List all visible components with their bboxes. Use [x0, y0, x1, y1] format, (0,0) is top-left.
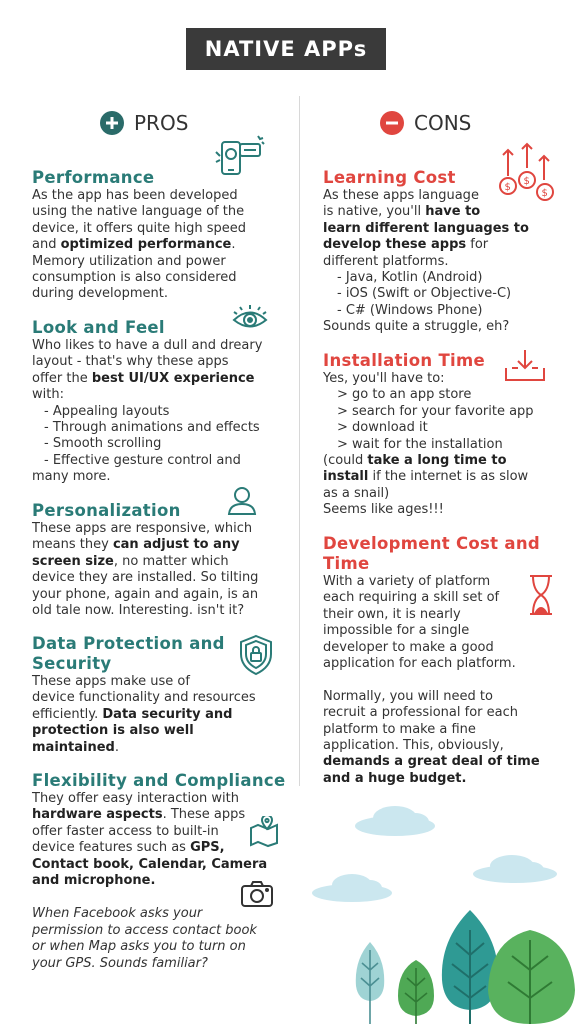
text-line: These apps are responsive, which [32, 521, 253, 536]
page-title: NATIVE APPs [186, 28, 386, 70]
text-line: their own, it is nearly [323, 606, 461, 622]
text-span: . [231, 237, 236, 253]
highlight-text: maintained [32, 739, 115, 755]
text-span: means they [32, 537, 113, 553]
text-line: device they are installed. So tilting [32, 570, 259, 586]
text-line: with: [32, 387, 64, 403]
highlight-text: have to [425, 204, 481, 220]
highlight-text: Data security and [102, 706, 233, 722]
text-line: device functionality and resources [32, 690, 256, 706]
text-line [323, 221, 568, 237]
text-span: efficiently. [32, 706, 103, 722]
text-line [323, 204, 568, 220]
highlight-text: screen size [32, 553, 114, 569]
text-line: consumption is also considered [32, 270, 237, 286]
quote-line: When Facebook asks your [32, 906, 203, 922]
highlight-text: and microphone. [32, 873, 156, 889]
text-line: layout - that's why these apps [32, 354, 229, 370]
text-line: platform to make a fine [323, 721, 476, 737]
text-line: as a snail) [323, 485, 390, 501]
text-line: impossible for a single [323, 623, 470, 639]
text-line [32, 723, 297, 739]
tree-icon [356, 942, 384, 1024]
hourglass-icon [528, 574, 554, 616]
text-line: They offer easy interaction with [32, 791, 239, 806]
tree-icon [442, 910, 498, 1024]
text-line: your phone, again and again, is an [32, 586, 259, 602]
step-item: > search for your favorite app [337, 403, 534, 419]
cloud-icon [312, 874, 392, 902]
section-title-cont: Security [32, 654, 112, 673]
text-line [323, 771, 568, 787]
map-pin-icon [248, 816, 280, 848]
text-line [32, 537, 297, 553]
section-title: Look and Feel [32, 318, 165, 337]
text-line [32, 554, 297, 570]
text-line [323, 469, 568, 485]
text-line: application. This, obviously, [323, 738, 504, 754]
text-span: . These apps [162, 807, 246, 823]
section-performance [32, 168, 297, 303]
text-line: each requiring a skill set of [323, 590, 500, 606]
text-span: (could [323, 453, 368, 469]
text-line: during development. [32, 286, 168, 302]
text-span: and [32, 237, 61, 253]
text-line [32, 371, 297, 387]
text-line: Normally, you will need to [323, 688, 493, 704]
text-line: offer faster access to built-in [32, 823, 219, 839]
text-line: Yes, you'll have to: [323, 371, 445, 386]
section-personalization [32, 501, 297, 619]
user-icon [226, 486, 258, 516]
cons-header [380, 108, 471, 138]
pros-header [100, 108, 188, 138]
quote-line: your GPS. Sounds familiar? [32, 955, 208, 971]
pros-label: PROS [134, 111, 189, 135]
bullet-item: - Through animations and effects [44, 420, 260, 436]
text-line: old tale now. Interesting. isn't it? [32, 603, 245, 619]
tree-icon [398, 960, 434, 1024]
svg-text:$: $ [523, 176, 530, 187]
svg-text:$: $ [541, 188, 548, 199]
text-line: many more. [32, 469, 111, 485]
column-divider [299, 96, 300, 786]
cloud-icon [355, 806, 435, 836]
section-flexibility [32, 771, 297, 972]
text-line: Sounds quite a struggle, eh? [323, 319, 510, 335]
cloud-icon [473, 855, 557, 883]
step-item: > wait for the installation [337, 436, 503, 452]
svg-text:$: $ [504, 182, 511, 193]
text-span: . [114, 739, 119, 755]
text-span: if the internet is as slow [368, 469, 529, 485]
plus-icon [100, 111, 124, 135]
text-line [32, 857, 297, 873]
highlight-text: GPS, [190, 840, 225, 856]
section-title: Flexibility and Compliance [32, 771, 286, 790]
shield-lock-icon [238, 634, 274, 676]
highlight-text: optimized performance [60, 237, 232, 253]
section-development-cost [323, 534, 568, 787]
text-line: developer to make a good [323, 639, 494, 655]
mobile-speed-icon [214, 132, 266, 180]
section-title: Personalization [32, 501, 181, 520]
bullet-item: - Appealing layouts [44, 403, 170, 419]
quote-line: or when Map asks you to turn on [32, 939, 246, 955]
download-tray-icon [504, 348, 546, 384]
text-line: different platforms. [323, 253, 449, 269]
text-span: for [466, 237, 489, 253]
text-span: device features such as [32, 840, 191, 856]
highlight-text: learn different languages to [323, 220, 529, 236]
highlight-text: Contact book, Calendar, Camera [32, 856, 268, 872]
text-line: Memory utilization and power [32, 253, 226, 269]
text-line: recruit a professional for each [323, 705, 518, 721]
bullet-item: - iOS (Swift or Objective-C) [337, 286, 512, 302]
text-line [323, 237, 568, 253]
camera-icon [240, 880, 274, 908]
highlight-text: best UI/UX experience [91, 370, 255, 386]
step-item: > download it [337, 420, 428, 436]
highlight-text: develop these apps [323, 237, 467, 253]
highlight-text: and a huge budget. [323, 770, 467, 786]
highlight-text: install [323, 469, 369, 485]
text-line [32, 740, 297, 756]
text-line: These apps make use of [32, 674, 190, 689]
cons-label: CONS [414, 111, 472, 135]
text-line: As these apps language [323, 188, 479, 203]
text-line [323, 453, 568, 469]
bullet-item: - Java, Kotlin (Android) [337, 270, 483, 286]
text-line [32, 237, 297, 253]
section-title: Data Protection and [32, 634, 225, 653]
text-line [32, 707, 297, 723]
highlight-text: take a long time to [367, 453, 507, 469]
section-title-cont: Time [323, 554, 370, 573]
text-line: application for each platform. [323, 656, 516, 672]
text-span: is native, you'll [323, 204, 426, 220]
highlight-text: protection is also well [32, 723, 194, 739]
text-line: With a variety of platform [323, 574, 491, 589]
quote-line: permission to access contact book [32, 922, 257, 938]
trees-illustration [300, 800, 575, 1024]
text-span: offer the [32, 370, 92, 386]
text-line: As the app has been developed [32, 188, 238, 203]
section-look-and-feel [32, 318, 297, 486]
text-line: Seems like ages!!! [323, 502, 444, 518]
eye-icon [232, 303, 268, 333]
bullet-item: - Effective gesture control and [44, 452, 241, 468]
text-line [323, 754, 568, 770]
rising-cost-icon [496, 142, 558, 202]
section-title: Development Cost and [323, 534, 540, 553]
highlight-text: demands a great deal of time [323, 754, 540, 770]
section-title: Installation Time [323, 351, 485, 370]
text-line: Who likes to have a dull and dreary [32, 338, 263, 353]
highlight-text: hardware aspects [32, 807, 163, 823]
highlight-text: can adjust to any [112, 537, 240, 553]
text-line: using the native language of the [32, 204, 245, 220]
text-line: device, it offers quite high speed [32, 220, 247, 236]
step-item: > go to an app store [337, 387, 472, 403]
section-title: Performance [32, 168, 155, 187]
minus-icon [380, 111, 404, 135]
bullet-item: - Smooth scrolling [44, 436, 162, 452]
tree-icon [488, 930, 575, 1024]
text-span: , no matter which [113, 553, 229, 569]
bullet-item: - C# (Windows Phone) [337, 302, 483, 318]
section-title: Learning Cost [323, 168, 456, 187]
